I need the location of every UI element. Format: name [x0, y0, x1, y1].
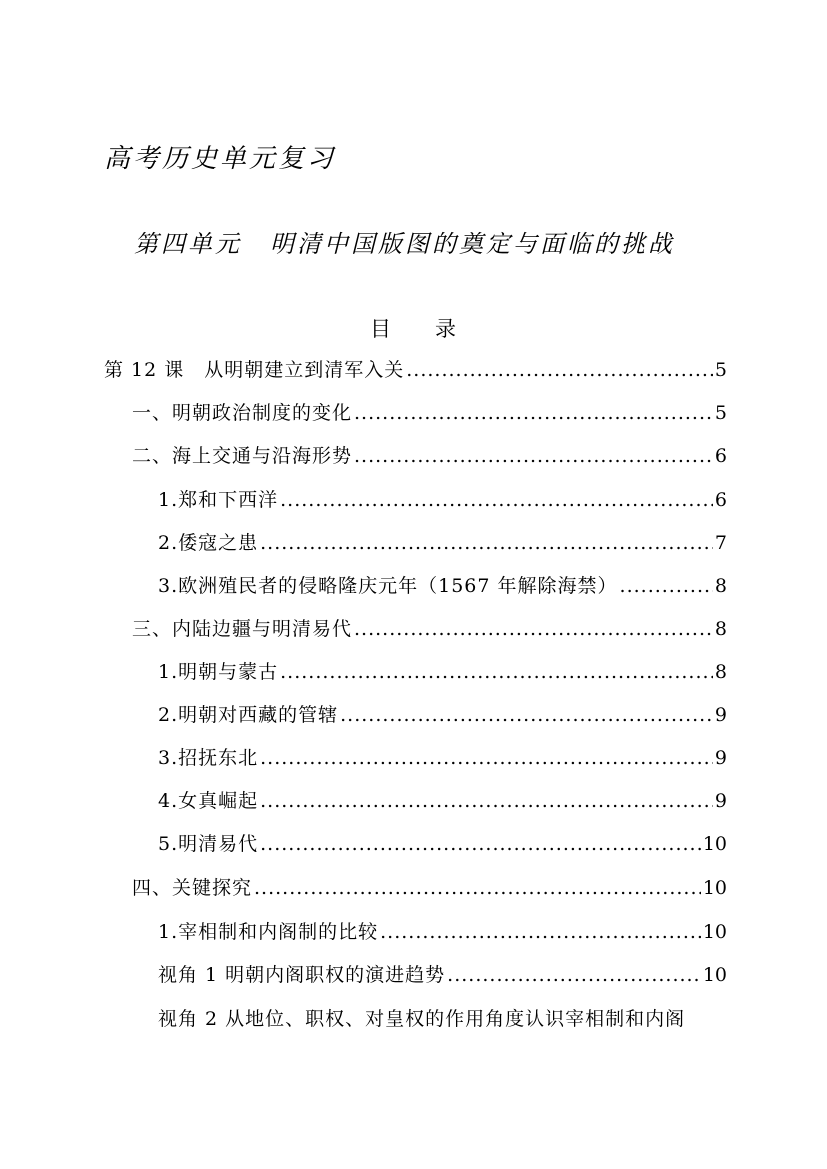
toc-entry-section-4[interactable] — [132, 873, 727, 903]
toc-entry-label: 三、内陆边疆与明清易代 — [132, 618, 353, 640]
toc-entry-label: 1.宰相制和内阁制的比较 — [158, 921, 379, 943]
toc-entry-label: 一、明朝政治制度的变化 — [132, 402, 353, 424]
dot-leader — [380, 917, 701, 947]
toc-entry-page: 5 — [714, 359, 727, 381]
toc-entry-sub-2-3[interactable] — [158, 571, 727, 601]
toc-entry-label: 3.欧洲殖民者的侵略隆庆元年（1567 年解除海禁） — [158, 575, 618, 597]
dot-leader — [260, 743, 713, 773]
dot-leader — [340, 700, 713, 730]
toc-entry-page: 6 — [714, 489, 727, 511]
toc-entry-sub-3-5[interactable] — [158, 829, 727, 859]
toc-entry-section-3[interactable] — [132, 614, 727, 644]
toc-entry-page: 9 — [714, 747, 727, 769]
toc-entry-label: 4.女真崛起 — [158, 790, 259, 812]
dot-leader — [260, 786, 713, 816]
toc-entry-page: 8 — [714, 575, 727, 597]
toc-entry-perspective-2[interactable]: 视角 2 从地位、职权、对皇权的作用角度认识宰相制和内阁 — [158, 1008, 686, 1030]
toc-entry-label: 3.招抚东北 — [158, 747, 259, 769]
document-title: 高考历史单元复习 — [104, 144, 337, 174]
toc-entry-page: 6 — [714, 445, 727, 467]
toc-entry-page: 5 — [714, 402, 727, 424]
toc-entry-label: 5.明清易代 — [158, 833, 259, 855]
toc-entry-sub-2-2[interactable] — [158, 528, 727, 558]
toc-entry-label: 1.郑和下西洋 — [158, 489, 279, 511]
toc-entry-sub-3-1[interactable] — [158, 657, 727, 687]
toc-entry-page: 9 — [714, 790, 727, 812]
dot-leader — [354, 441, 713, 471]
unit-label: 第四单元 — [134, 230, 242, 258]
toc-entry-label: 1.明朝与蒙古 — [158, 661, 279, 683]
toc-entry-sub-2-1[interactable] — [158, 485, 727, 515]
dot-leader — [354, 398, 713, 428]
toc-entry-page: 8 — [714, 618, 727, 640]
toc-entry-label: 2.倭寇之患 — [158, 532, 259, 554]
toc-entry-perspective-1[interactable] — [158, 960, 727, 990]
toc-entry-section-2[interactable] — [132, 441, 727, 471]
toc-entry-label: 视角 1 明朝内阁职权的演进趋势 — [158, 964, 446, 986]
toc-entry-sub-3-4[interactable] — [158, 786, 727, 816]
toc-entry-label: 四、关键探究 — [132, 877, 253, 899]
toc-entry-section-1[interactable] — [132, 398, 727, 428]
dot-leader — [406, 355, 713, 385]
toc-entry-page: 10 — [702, 833, 727, 855]
toc-entry-page: 7 — [714, 532, 727, 554]
dot-leader — [354, 614, 713, 644]
toc-entry-label: 2.明朝对西藏的管辖 — [158, 704, 339, 726]
toc-entry-page: 10 — [702, 964, 727, 986]
dot-leader — [447, 960, 701, 990]
toc-heading — [370, 313, 456, 343]
toc-entry-page: 9 — [714, 704, 727, 726]
dot-leader — [620, 571, 713, 601]
toc-entry-sub-3-2[interactable] — [158, 700, 727, 730]
dot-leader — [280, 485, 713, 515]
dot-leader — [254, 873, 701, 903]
toc-heading-char-1: 目 — [370, 317, 391, 341]
toc-heading-char-2: 录 — [435, 317, 456, 341]
dot-leader — [260, 829, 701, 859]
toc-entry-label: 第 12 课 从明朝建立到清军入关 — [104, 359, 405, 381]
toc-entry-sub-4-1[interactable] — [158, 917, 727, 947]
toc-entry-page: 10 — [702, 877, 727, 899]
unit-title — [134, 224, 675, 259]
toc-entry-page: 10 — [702, 921, 727, 943]
dot-leader — [260, 528, 713, 558]
toc-entry-lesson-12[interactable] — [104, 355, 727, 385]
dot-leader — [280, 657, 713, 687]
toc-entry-page: 8 — [714, 661, 727, 683]
unit-name: 明清中国版图的奠定与面临的挑战 — [270, 230, 675, 258]
toc-entry-label: 二、海上交通与沿海形势 — [132, 445, 353, 467]
toc-entry-sub-3-3[interactable] — [158, 743, 727, 773]
